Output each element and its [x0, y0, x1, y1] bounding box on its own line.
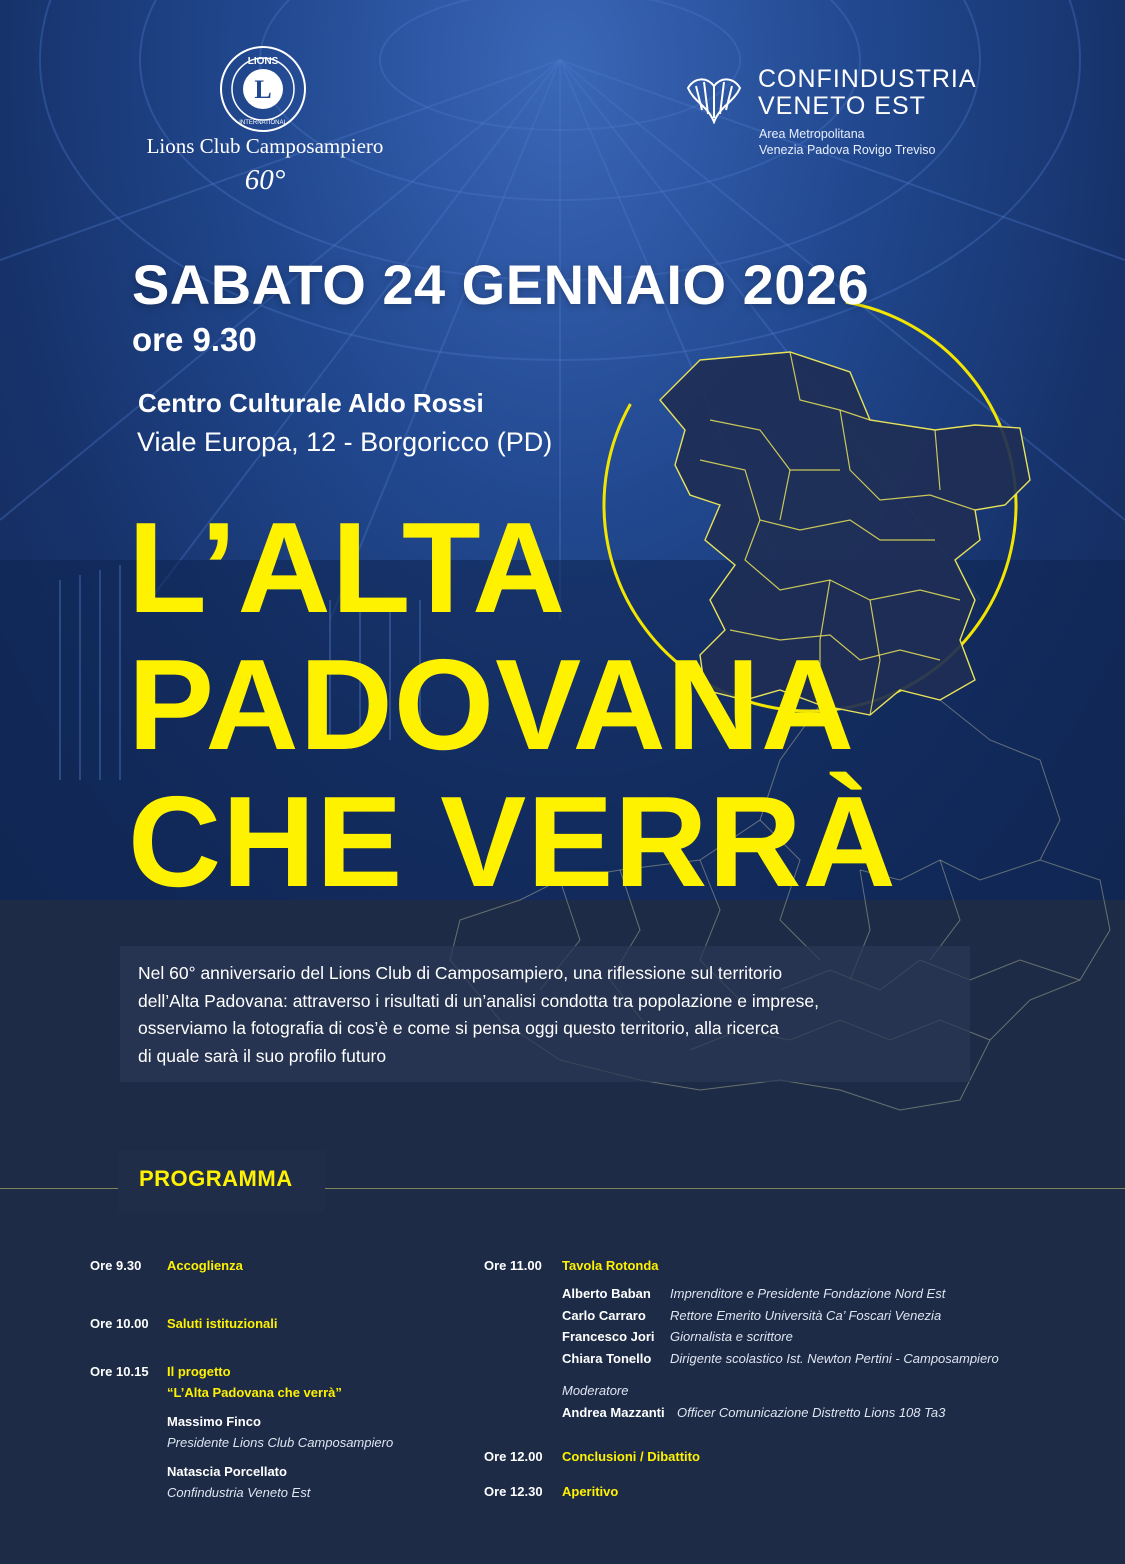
event-date: SABATO 24 GENNAIO 2026	[132, 253, 870, 316]
lions-club-name: Lions Club Camposampiero	[146, 134, 384, 158]
event-time: ore 9.30	[132, 321, 257, 358]
speaker-name: Alberto Baban	[562, 1286, 651, 1301]
intro-text	[138, 960, 968, 1070]
speaker-name: Carlo Carraro	[562, 1308, 646, 1323]
speaker-name: Massimo Finco	[167, 1414, 261, 1429]
title-line-1: L’ALTA	[128, 496, 567, 640]
program-item: Conclusioni / Dibattito	[562, 1449, 700, 1464]
speaker-role: Dirigente scolastico Ist. Newton Pertini - Camposampiero	[670, 1351, 999, 1366]
confindustria-line1: CONFINDUSTRIA	[758, 65, 977, 93]
program-time: Ore 10.15	[90, 1364, 149, 1379]
title-line-2: PADOVANA	[128, 633, 856, 777]
confindustria-area-line1: Area Metropolitana	[759, 127, 865, 141]
speaker-name: Francesco Jori	[562, 1329, 655, 1344]
confindustria-line2: VENETO EST	[758, 92, 926, 120]
speaker-name: Chiara Tonello	[562, 1351, 652, 1366]
title-line-3: CHE VERRÀ	[128, 770, 897, 914]
program-item: Accoglienza	[167, 1258, 243, 1273]
moderator-label: Moderatore	[562, 1383, 629, 1398]
program-time: Ore 9.30	[90, 1258, 142, 1273]
intro-line-1: Nel 60° anniversario del Lions Club di Camposampiero, una riflessione sul territorio	[138, 963, 783, 983]
confindustria-area	[759, 126, 936, 158]
moderator-name: Andrea Mazzanti	[562, 1405, 665, 1420]
lions-emblem-icon	[218, 44, 308, 134]
speaker-name: Natascia Porcellato	[167, 1464, 287, 1479]
program-item: Il progetto	[167, 1364, 231, 1379]
intro-line-2: dell’Alta Padovana: attraverso i risultati di un’analisi condotta tra popolazione e imprese,	[138, 990, 819, 1011]
speaker-role: Imprenditore e Presidente Fondazione Nord Est	[670, 1286, 946, 1301]
moderator-role: Officer Comunicazione Distretto Lions 108 Ta3	[677, 1405, 946, 1420]
program-time: Ore 11.00	[484, 1258, 542, 1273]
program-item: Aperitivo	[562, 1484, 619, 1499]
speaker-role: Rettore Emerito Università Ca’ Foscari Venezia	[670, 1308, 942, 1323]
program-heading: PROGRAMMA	[139, 1166, 293, 1191]
program-item-subtitle: “L’Alta Padovana che verrà”	[167, 1385, 342, 1400]
lions-emblem-top-text: LIONS	[247, 56, 279, 67]
confindustria-emblem-icon	[684, 66, 744, 124]
confindustria-name	[758, 66, 977, 120]
speaker-role: Confindustria Veneto Est	[167, 1485, 311, 1500]
event-title	[128, 496, 1028, 914]
lions-emblem-letter: L	[254, 75, 272, 104]
speaker-role: Presidente Lions Club Camposampiero	[167, 1435, 394, 1450]
speaker-role: Giornalista e scrittore	[670, 1329, 793, 1344]
intro-line-4: di quale sarà il suo profilo futuro	[138, 1045, 387, 1066]
confindustria-area-line2: Venezia Padova Rovigo Treviso	[759, 143, 936, 157]
program-time: Ore 12.30	[484, 1484, 543, 1499]
program-time: Ore 12.00	[484, 1449, 543, 1464]
lions-anniversary: 60°	[244, 164, 286, 196]
lions-emblem-bottom-text: INTERNATIONAL	[239, 120, 287, 126]
event-venue: Centro Culturale Aldo Rossi	[138, 388, 484, 418]
program-time: Ore 10.00	[90, 1316, 149, 1331]
program-item: Tavola Rotonda	[562, 1258, 659, 1273]
event-address: Viale Europa, 12 - Borgoricco (PD)	[137, 427, 553, 457]
intro-line-3: osserviamo la fotografia di cos’è e come si pensa oggi questo territorio, alla ricerca	[138, 1018, 780, 1038]
program-item: Saluti istituzionali	[167, 1316, 278, 1331]
